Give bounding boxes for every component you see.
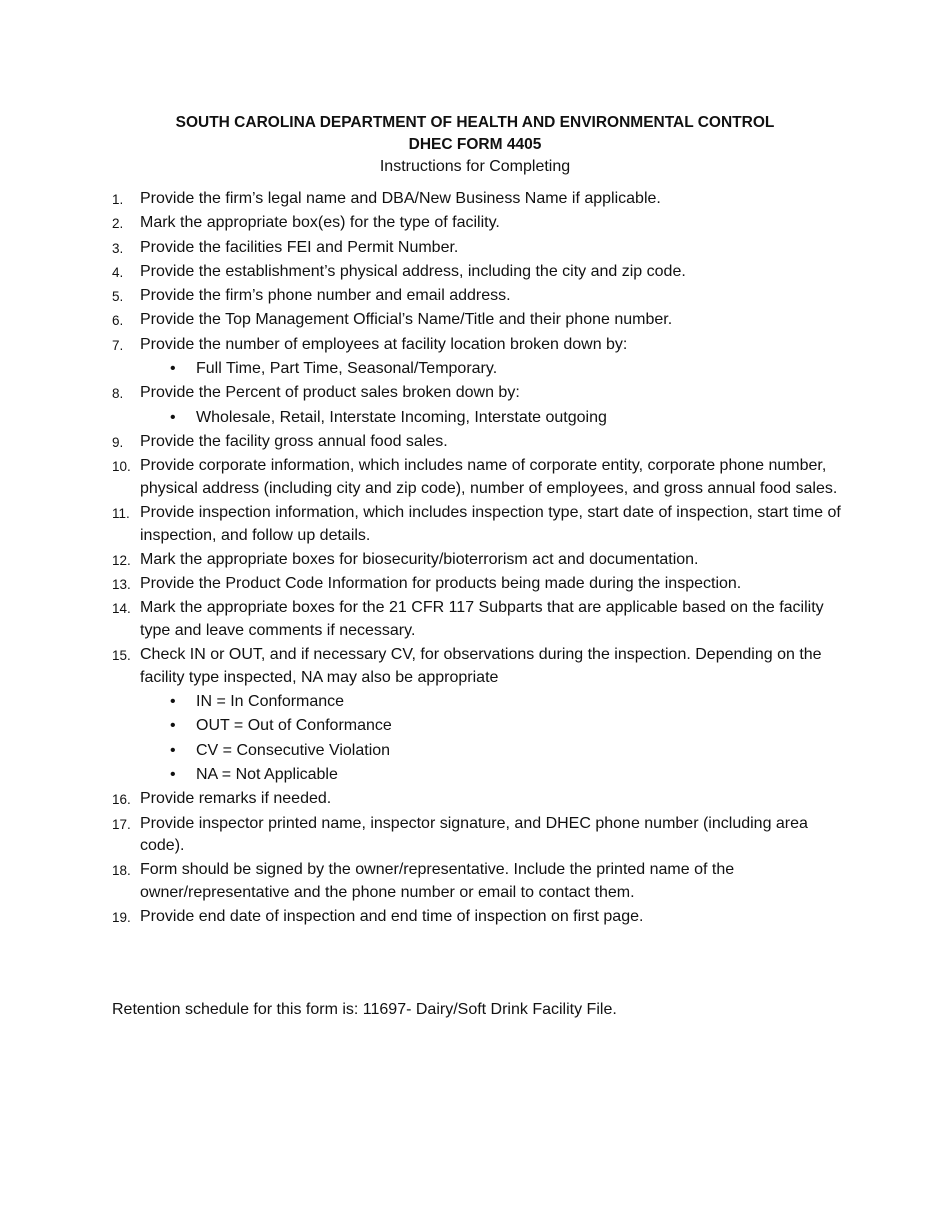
bullet-text: NA = Not Applicable [196, 765, 338, 783]
instruction-number: 8. [112, 386, 124, 402]
instruction-number: 1. [112, 192, 124, 207]
form-subtitle: Instructions for Completing [379, 158, 571, 175]
bullet-item [140, 740, 842, 763]
bullet-text: CV = Consecutive Violation [196, 741, 391, 759]
bullet-text: Wholesale, Retail, Interstate Incoming, Interstate outgoing [196, 408, 607, 426]
retention-note: Retention schedule for this form is: 11697- Dairy/Soft Drink Facility File. [112, 1001, 617, 1018]
bullet-item [140, 715, 842, 738]
instruction-text: Provide inspector printed name, inspector signature, and DHEC phone number (including area code). [140, 814, 808, 855]
instruction-item [112, 188, 842, 211]
bullet-list [140, 691, 842, 786]
instruction-number: 7. [112, 337, 124, 353]
instruction-text: Provide the Product Code Information for products being made during the inspection. [140, 575, 742, 593]
bullet-text: IN = In Conformance [196, 693, 345, 711]
bullet-text: Full Time, Part Time, Seasonal/Temporary. [196, 360, 498, 378]
instruction-text: Provide the number of employees at facility location broken down by: [140, 335, 628, 353]
bullet-icon: • [170, 741, 176, 759]
instruction-text: Provide remarks if needed. [140, 790, 332, 808]
instruction-item [112, 859, 842, 904]
instruction-item [112, 431, 842, 454]
instruction-item [112, 237, 842, 260]
instruction-text: Provide the facilities FEI and Permit Number. [140, 238, 459, 256]
bullet-list [140, 358, 842, 381]
instruction-number: 18. [112, 863, 131, 879]
bullet-icon: • [170, 408, 176, 426]
instruction-item [112, 309, 842, 332]
bullet-icon: • [170, 360, 176, 378]
instruction-item [112, 644, 842, 786]
instruction-text: Provide the firm’s legal name and DBA/New Business Name if applicable. [140, 190, 661, 207]
instruction-number: 17. [112, 816, 131, 832]
instruction-item [112, 382, 842, 429]
bullet-item [140, 407, 842, 430]
instruction-text: Provide the facility gross annual food sales. [140, 432, 448, 450]
instruction-text: Form should be signed by the owner/representative. Include the printed name of the owner/representative and the phone number or email to contact them. [140, 861, 735, 901]
instruction-number: 3. [112, 240, 124, 256]
instruction-text: Mark the appropriate boxes for the 21 CFR 117 Subparts that are applicable based on the facility type and leave comments if necessary. [140, 599, 824, 639]
instruction-text: Provide end date of inspection and end time of inspection on first page. [140, 908, 644, 926]
instruction-number: 4. [112, 264, 124, 280]
instruction-item [112, 549, 842, 572]
bullet-icon: • [170, 693, 176, 711]
instruction-number: 13. [112, 577, 131, 593]
bullet-item [140, 764, 842, 787]
instruction-item [112, 788, 842, 811]
instruction-item [112, 502, 842, 547]
instruction-number: 19. [112, 910, 131, 926]
instruction-item [112, 597, 842, 642]
instruction-text: Provide corporate information, which includes name of corporate entity, corporate phone number, physical address (including city and zip code), number of employees, and gross annual food sales. [140, 457, 838, 497]
instruction-list [112, 188, 842, 930]
instruction-item [112, 455, 842, 500]
instruction-item [112, 813, 842, 858]
instruction-text: Mark the appropriate boxes for biosecurity/bioterrorism act and documentation. [140, 550, 699, 568]
instruction-text: Provide the Top Management Official’s Name/Title and their phone number. [140, 311, 673, 329]
instruction-text: Provide the establishment’s physical address, including the city and zip code. [140, 262, 686, 280]
instruction-number: 9. [112, 434, 124, 450]
instruction-number: 10. [112, 459, 131, 475]
instruction-item [112, 906, 842, 929]
instruction-number: 14. [112, 601, 131, 617]
form-title: DHEC FORM 4405 [408, 136, 542, 153]
document-header [0, 112, 950, 178]
instruction-number: 16. [112, 792, 131, 808]
instruction-text: Check IN or OUT, and if necessary CV, for observations during the inspection. Depending on the facility type inspected, NA may also be appropriate [140, 646, 822, 686]
instruction-text: Provide the firm’s phone number and email address. [140, 287, 511, 305]
instruction-text: Provide inspection information, which includes inspection type, start date of inspection, start time of inspection, and follow up details. [140, 504, 841, 544]
bullet-icon: • [170, 765, 176, 783]
instruction-number: 12. [112, 552, 131, 568]
instruction-item [112, 334, 842, 381]
instruction-item [112, 573, 842, 596]
instruction-item [112, 285, 842, 308]
bullet-text: OUT = Out of Conformance [196, 717, 392, 735]
instruction-number: 15. [112, 648, 131, 664]
instruction-text: Mark the appropriate box(es) for the type of facility. [140, 214, 500, 232]
instruction-item [112, 212, 842, 235]
instruction-text: Provide the Percent of product sales broken down by: [140, 384, 520, 402]
department-name: SOUTH CAROLINA DEPARTMENT OF HEALTH AND ENVIRONMENTAL CONTROL [175, 114, 775, 131]
instruction-number: 5. [112, 289, 124, 305]
instruction-number: 2. [112, 216, 124, 232]
bullet-item [140, 691, 842, 714]
bullet-list [140, 407, 842, 430]
instruction-number: 11. [112, 506, 130, 522]
bullet-icon: • [170, 717, 176, 735]
bullet-item [140, 358, 842, 381]
instruction-item [112, 261, 842, 284]
instruction-number: 6. [112, 313, 124, 329]
